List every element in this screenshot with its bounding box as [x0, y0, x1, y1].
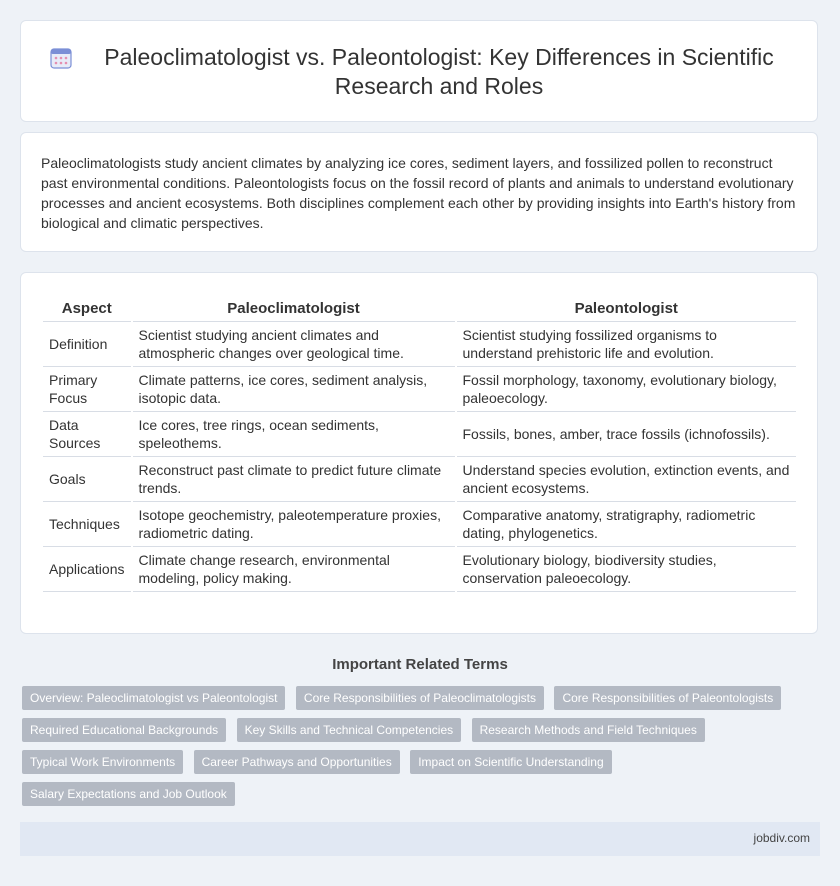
- table-header-row: [43, 295, 796, 322]
- table-row: [43, 367, 796, 412]
- related-terms-list: [22, 686, 812, 814]
- intro-card: [20, 132, 818, 252]
- related-term-tag[interactable]: Impact on Scientific Understanding: [410, 750, 611, 774]
- row-paleoclimatologist: Scientist studying ancient climates and atmospheric changes over geological time.: [133, 322, 455, 367]
- footer-bar: [20, 822, 820, 856]
- row-paleoclimatologist: Isotope geochemistry, paleotemperature proxies, radiometric dating.: [133, 502, 455, 547]
- related-terms-heading: Important Related Terms: [332, 656, 508, 673]
- related-term-tag[interactable]: Required Educational Backgrounds: [22, 718, 226, 742]
- row-aspect: Primary Focus: [43, 367, 131, 412]
- title-card: [20, 20, 818, 122]
- table-row: [43, 412, 796, 457]
- comparison-table: [41, 295, 798, 592]
- row-paleontologist: Understand species evolution, extinction events, and ancient ecosystems.: [457, 457, 797, 502]
- header-paleontologist: Paleontologist: [457, 295, 797, 322]
- intro-paragraph: Paleoclimatologists study ancient climates by analyzing ice cores, sediment layers, and fossilized pollen to reconstruct past environmental conditions. Paleontologists focus on the fossil record of plants and animals to understand evolutionary processes and ancient ecosystems. Both disciplines complement each other by providing insights into Earth's history from biological and climatic perspectives.: [41, 155, 796, 231]
- row-paleoclimatologist: Climate change research, environmental modeling, policy making.: [133, 547, 455, 592]
- row-paleontologist: Evolutionary biology, biodiversity studies, conservation paleoecology.: [457, 547, 797, 592]
- row-aspect: Goals: [43, 457, 131, 502]
- row-aspect: Definition: [43, 322, 131, 367]
- related-term-tag[interactable]: Career Pathways and Opportunities: [194, 750, 400, 774]
- row-aspect: Techniques: [43, 502, 131, 547]
- table-row: [43, 457, 796, 502]
- row-paleontologist: Comparative anatomy, stratigraphy, radiometric dating, phylogenetics.: [457, 502, 797, 547]
- footer-site-link[interactable]: jobdiv.com: [753, 831, 810, 845]
- table-row: [43, 322, 796, 367]
- row-paleoclimatologist: Reconstruct past climate to predict future climate trends.: [133, 457, 455, 502]
- page-title: Paleoclimatologist vs. Paleontologist: Key Differences in Scientific Research and Roles: [104, 44, 774, 99]
- related-term-tag[interactable]: Core Responsibilities of Paleoclimatologists: [296, 686, 544, 710]
- row-aspect: Data Sources: [43, 412, 131, 457]
- related-term-tag[interactable]: Core Responsibilities of Paleontologists: [554, 686, 781, 710]
- header-aspect: Aspect: [43, 295, 131, 322]
- row-paleontologist: Scientist studying fossilized organisms to understand prehistoric life and evolution.: [457, 322, 797, 367]
- related-term-tag[interactable]: Key Skills and Technical Competencies: [237, 718, 462, 742]
- row-paleoclimatologist: Climate patterns, ice cores, sediment analysis, isotopic data.: [133, 367, 455, 412]
- row-aspect: Applications: [43, 547, 131, 592]
- row-paleoclimatologist: Ice cores, tree rings, ocean sediments, speleothems.: [133, 412, 455, 457]
- related-term-tag[interactable]: Salary Expectations and Job Outlook: [22, 782, 235, 806]
- comparison-card: [20, 272, 818, 634]
- related-term-tag[interactable]: Typical Work Environments: [22, 750, 183, 774]
- row-paleontologist: Fossils, bones, amber, trace fossils (ichnofossils).: [457, 412, 797, 457]
- table-row: [43, 547, 796, 592]
- related-term-tag[interactable]: Research Methods and Field Techniques: [472, 718, 705, 742]
- related-term-tag[interactable]: Overview: Paleoclimatologist vs Paleontologist: [22, 686, 285, 710]
- table-row: [43, 502, 796, 547]
- row-paleontologist: Fossil morphology, taxonomy, evolutionary biology, paleoecology.: [457, 367, 797, 412]
- header-paleoclimatologist: Paleoclimatologist: [133, 295, 455, 322]
